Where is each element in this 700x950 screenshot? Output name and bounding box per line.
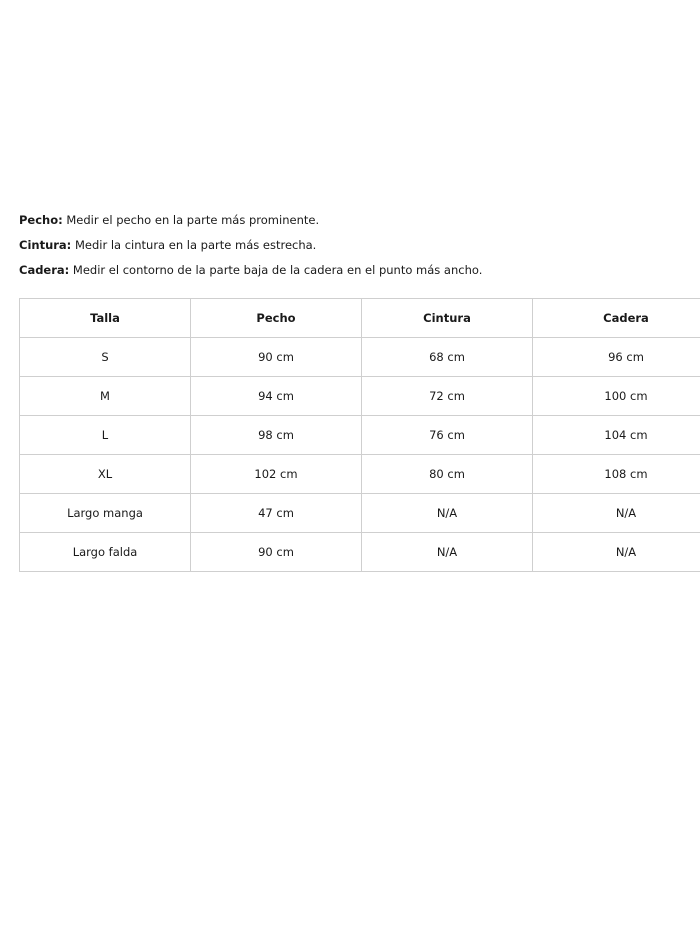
column-header-talla: Talla — [20, 299, 191, 338]
cell-talla: Largo falda — [20, 533, 191, 572]
cell-talla: S — [20, 338, 191, 377]
cell-pecho: 102 cm — [191, 455, 362, 494]
measurement-note-label: Cadera: — [19, 263, 70, 277]
cell-cadera: 104 cm — [533, 416, 700, 455]
cell-cadera: 96 cm — [533, 338, 700, 377]
cell-pecho: 98 cm — [191, 416, 362, 455]
cell-cintura: 76 cm — [362, 416, 533, 455]
table-row — [20, 416, 700, 455]
cell-pecho: 47 cm — [191, 494, 362, 533]
cell-talla: XL — [20, 455, 191, 494]
measurement-note — [19, 258, 679, 283]
measurement-note-text: Medir la cintura en la parte más estrecha. — [71, 238, 317, 252]
cell-cintura: N/A — [362, 533, 533, 572]
measurement-note-text: Medir el contorno de la parte baja de la cadera en el punto más ancho. — [69, 263, 483, 277]
cell-pecho: 90 cm — [191, 338, 362, 377]
measurement-note — [19, 233, 679, 258]
table-row — [20, 377, 700, 416]
table-row — [20, 494, 700, 533]
cell-cintura: 80 cm — [362, 455, 533, 494]
cell-pecho: 94 cm — [191, 377, 362, 416]
cell-talla: M — [20, 377, 191, 416]
table-header-row — [20, 299, 700, 338]
column-header-pecho: Pecho — [191, 299, 362, 338]
cell-cintura: 72 cm — [362, 377, 533, 416]
cell-cadera: N/A — [533, 533, 700, 572]
measurement-note-label: Pecho: — [19, 213, 63, 227]
cell-cintura: N/A — [362, 494, 533, 533]
size-chart-table — [19, 298, 700, 572]
column-header-cadera: Cadera — [533, 299, 700, 338]
cell-cadera: 100 cm — [533, 377, 700, 416]
column-header-cintura: Cintura — [362, 299, 533, 338]
measurement-notes — [19, 208, 679, 283]
cell-talla: Largo manga — [20, 494, 191, 533]
cell-cadera: 108 cm — [533, 455, 700, 494]
measurement-note — [19, 208, 679, 233]
cell-cintura: 68 cm — [362, 338, 533, 377]
cell-cadera: N/A — [533, 494, 700, 533]
table-row — [20, 533, 700, 572]
measurement-note-text: Medir el pecho en la parte más prominente. — [62, 213, 320, 227]
table-row — [20, 338, 700, 377]
table-row — [20, 455, 700, 494]
cell-talla: L — [20, 416, 191, 455]
cell-pecho: 90 cm — [191, 533, 362, 572]
measurement-note-label: Cintura: — [19, 238, 72, 252]
